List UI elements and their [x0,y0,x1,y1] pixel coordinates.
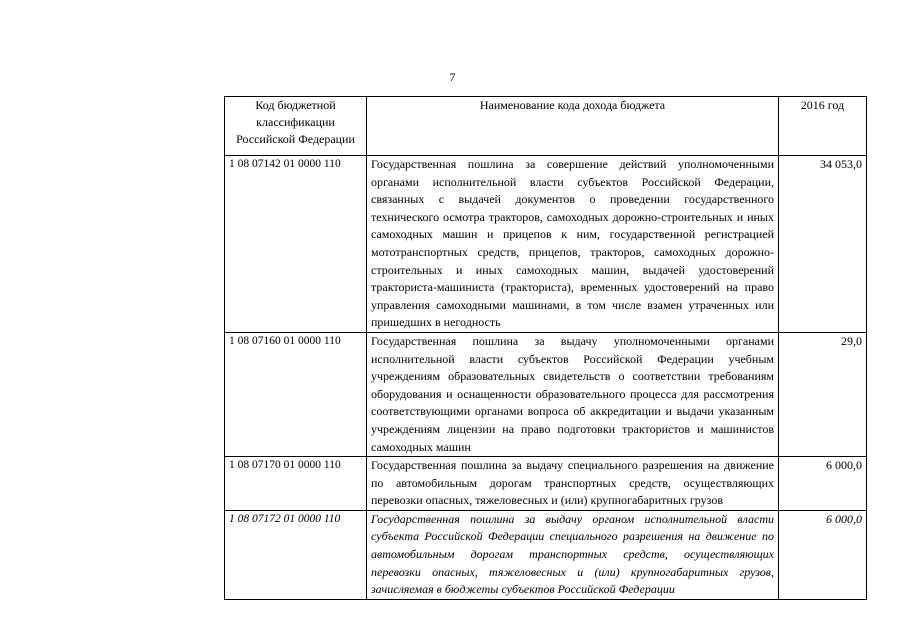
row-amount: 34 053,0 [779,156,867,333]
table-row [225,156,867,333]
header-year: 2016 год [779,97,867,156]
row-code: 1 08 07170 01 0000 110 [225,457,367,511]
budget-revenue-table [224,96,867,600]
table-row [225,457,867,511]
table-row [225,510,867,599]
row-name: Государственная пошлина за совершение действий уполномоченными органами исполнительной власти субъектов Российской Федерации, связанных с выдачей документов о проведении государственного технического осмотра тракторов, самоходных дорожно-строительных и иных самоходных машин и прицепов к ним, государственной регистрацией мототранспортных средств, прицепов, тракторов, самоходных дорожно-строительных и иных самоходных машин, выдачей удостоверений тракториста-машиниста (тракториста), временных удостоверений на право управления самоходными машинами, в том числе взамен утраченных или пришедших в негодность [367,156,779,333]
header-code: Код бюджетной классификации Российской Федерации [225,97,367,156]
row-code: 1 08 07172 01 0000 110 [225,510,367,599]
row-name: Государственная пошлина за выдачу органом исполнительной власти субъекта Российской Федерации специального разрешения на движение по автомобильным дорогам транспортных средств, осуществляющих перевозки опасных, тяжеловесных и (или) крупногабаритных грузов, зачисляемая в бюджеты субъектов Российской Федерации [367,510,779,599]
table-row [225,332,867,456]
row-code: 1 08 07160 01 0000 110 [225,332,367,456]
page-number: 7 [449,70,456,84]
row-amount: 6 000,0 [779,457,867,511]
row-amount: 6 000,0 [779,510,867,599]
header-name: Наименование кода дохода бюджета [367,97,779,156]
row-name: Государственная пошлина за выдачу уполномоченными органами исполнительной власти субъектов Российской Федерации учебным учреждениям образовательных свидетельств о соответствии требованиям оборудования и оснащенности образовательного процесса для рассмотрения соответствующими органами вопроса об аккредитации и выдачи указанным учреждениям лицензии на право подготовки трактористов и машинистов самоходных машин [367,332,779,456]
row-code: 1 08 07142 01 0000 110 [225,156,367,333]
row-amount: 29,0 [779,332,867,456]
row-name: Государственная пошлина за выдачу специального разрешения на движение по автомобильным дорогам транспортных средств, осуществляющих перевозки опасных, тяжеловесных и (или) крупногабаритных грузов [367,457,779,511]
table-header-row [225,97,867,156]
